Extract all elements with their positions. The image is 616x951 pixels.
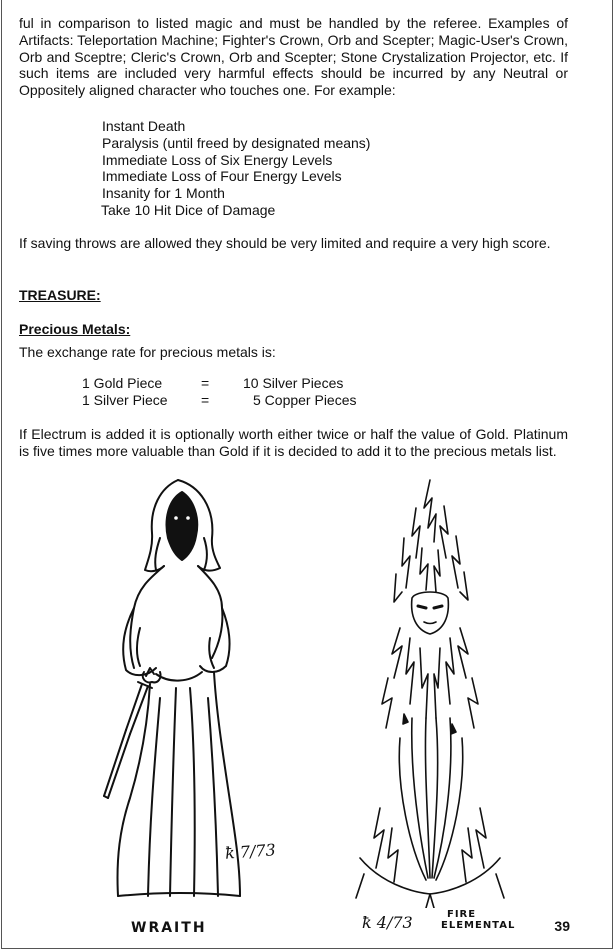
intro-paragraph: ful in comparison to listed magic and must be handled by the referee. Examples of Artifacts: Teleportation Machine; Fighter's Crown, Orb and Scepter; Magic-User's Crown, Orb and Sceptre; Cleric's Crown, Orb and Scepter; Stone Crystalization Projector, etc. If such items are included very harmful effects should be incurred by any Neutral or Oppositely aligned character who touches one. For example: <box>19 15 568 99</box>
effects-list <box>102 118 370 219</box>
wraith-caption: WRAITH <box>131 920 207 936</box>
treasure-heading: TREASURE: <box>19 287 101 303</box>
wraith-signature: ꝁ 7/73 <box>224 840 277 863</box>
rate-from: 1 Silver Piece <box>82 392 168 408</box>
rate-from: 1 Gold Piece <box>82 375 163 391</box>
effect-item: Immediate Loss of Six Energy Levels <box>102 151 333 168</box>
fire-elemental-illustration <box>340 478 520 908</box>
effect-item: Paralysis (until freed by designated means) <box>102 134 371 151</box>
rate-equals: = <box>201 392 210 408</box>
effect-item: Immediate Loss of Four Energy Levels <box>102 168 342 185</box>
rate-to: 5 Copper Pieces <box>253 392 357 408</box>
effect-item: Take 10 Hit Dice of Damage <box>101 201 276 218</box>
fire-elemental-caption-line2: ELEMENTAL <box>441 920 516 931</box>
exchange-intro: The exchange rate for precious metals is: <box>19 344 276 360</box>
effect-item: Insanity for 1 Month <box>102 185 225 202</box>
saving-throws-paragraph: If saving throws are allowed they should be very limited and require a very high score. <box>19 235 551 251</box>
electrum-paragraph: If Electrum is added it is optionally worth either twice or half the value of Gold. Platinum is five times more valuable than Gold if it is decided to add it to the precious metals list. <box>19 426 568 459</box>
rate-to: 10 Silver Pieces <box>243 375 344 391</box>
page-number: 39 <box>554 918 570 934</box>
effect-item: Instant Death <box>102 118 186 134</box>
precious-metals-heading: Precious Metals: <box>19 321 131 337</box>
wraith-illustration <box>90 478 290 898</box>
rate-equals: = <box>201 375 210 391</box>
fire-elemental-signature: ꝁ 4/73 <box>362 913 413 932</box>
fire-elemental-caption-line1: FIRE <box>447 909 477 920</box>
